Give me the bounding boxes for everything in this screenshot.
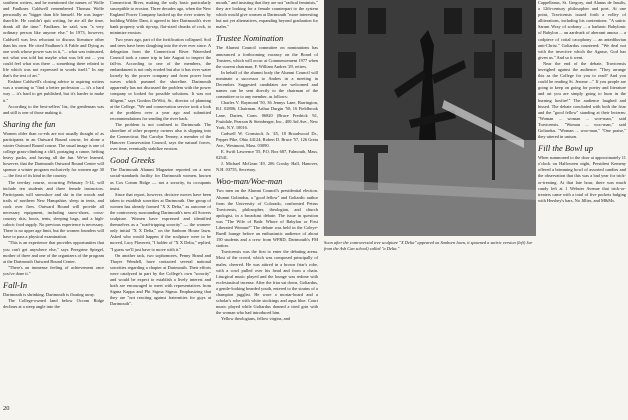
- paragraph: Cadwell W. Cornstock Jr. '45, 18 Broadwood Dr., Pepper Pike, Ohio 44124; Robert D. Bruce '57, 126 Greta Ave., Westmont, Mass. 03090.: [216, 130, 318, 148]
- paragraph: Two years ago, part of the fortification collapsed. Soil and trees have been sloughing into the river ever since. A delegation from the Connecticut River Watershed Council took a canoe trip in late August to inspect the fall-in. According to one of the members, the embankment is not only eroded but also it has river water loosely by the power company and from power boat waves which pummel the shoreline. Dartmouth apparently has not discussed the problem with the power company or looked for possible solutions. It was not diligent," says Gordon DeWitt, Sr., director of planning at the College. "We and conservation service took a look at the problem over a year ago and submitted recommendations for sending the river back.: [110, 36, 211, 121]
- column-1: [3, 0, 104, 404]
- col1-paras-top: [3, 0, 104, 116]
- section-heading-woo-man: Woo-man/Woe-man: [216, 176, 283, 187]
- paragraph: Since that report, however, decisive moves have been taken to establish sororities at Dartmouth. One group of women has already formed "X X Delta," as outcome of the controversy surrounding Dartmouth's new all Sowers sculpture. Women have expressed and identified themselves as a "road-tripping sorority" — the women-only initial "X X Delta," on the Sanborn House lawn. Asked who would happen if the sculpture were to be moved, Lucy Flaverett, "I holder of "X X Delta," replied, "I guess we'll just have to move with it.": [110, 191, 211, 252]
- paragraph: E. Swift Lawrence '55, P.O. Box 687, Falmouth, Mass. 02541.: [216, 149, 318, 161]
- photo-illustration: [324, 0, 536, 236]
- paragraph: southern writers, and he mentioned the names of Wolfe and Faulkner. Caldwell remembered Thomas Wolfe personally as "bigger than life himself. He was larger-than-life. He couldn't quit writing, he ate all the time, drank all the time." Faulkner, he said, was "a very ordinary person like anyone else." In 1973, however, Caldwell was less reluctant to discuss literature other than his own. He cited Faulkner's A Fable and Dying as one work whose power was in it, "... what was intimated, not what was told but maybe what was left out ... you could feel what was there ... something there related to life which was not expressed in words itself." In any that's the text of art.": [3, 0, 104, 79]
- paragraph: The Dartmouth Alumni Magazine reported on a new social-standards facility for Dartmouth women, known as Cox Comm Ridge — not a sorority, its occupants insist.: [110, 167, 211, 191]
- paragraph: mouth," and insisting that they are not "radical feminists," they are looking for a female counterpart to the system which would give women at Dartmouth "more interesting but not yet alternatives, expanding beyond graduation for males.": [216, 0, 318, 30]
- section-heading-sharing-the-fun: Sharing the fun: [3, 118, 56, 129]
- paragraph: In behalf of the alumni body the Alumni Council will nominate a successor to Andres in a meeting in December. Suggested candidates are welcomed and names can be sent directly to the chairman of the committee or to any member, as follows:: [216, 69, 318, 100]
- paragraph: Connecticut River, making the soily basic particularly susceptible to erosion. Three decades ago, when the New England Power Company backed up the river waters by building Wilder Dam, it agreed to hire Dartmouth's river bank property with rip-rap, flat-sized chunks of rock, to minimize erosion.: [110, 0, 211, 36]
- section-heading-fill-the-bowl-up: Fill the Bowl up: [538, 143, 594, 154]
- paragraph: Near the end of the debate, Travicensis inveighed against the audience: "They arrange this as the College for you to read? And you could be reading St. Jerome ..." If you people are going to keep on going for poetry and literature and art you are simply going to burn in the burning hosfire!" The audience laughed and hissed. The debate concluded with both the friar and the "good fellow" standing at their lecterns: "Woman ... woman ... woe-man," said Travicensis. "Woman ... woo-man," said Goliardus. "Woman ... woo-man," "One praise," they uttered in unison.: [538, 60, 626, 140]
- paragraph: "This is an experience that provides opportunities that you can't get anywhere else," says Peregrine Spiegel, mother of three and one of the organizers of the program at the Dartmouth Outward Bound Center.: [3, 240, 104, 264]
- paragraph: "There's an immense feeling of achievement once you've done it.": [3, 264, 104, 276]
- section-heading-good-greeks: Good Greeks: [110, 155, 155, 166]
- page-number: 20: [3, 405, 10, 412]
- photo-caption: Soon after the controversial tree sculpture "X Delta" appeared on Sanborn lawn, it spawned a satiric version (left) Jar from the Ash Can school) called "a Delta.": [324, 240, 533, 252]
- section-heading-trustee-nomination: Trustee Nomination: [216, 33, 284, 44]
- paragraph: Women older than co-eds are not usually thought of as participants in an Outward Bound course, let alone a winter Outward Bound course. The usual image is one of college grass-climbing a cliff, portaging a canoe, hefting heavy packs, and having all the fun. We've learned, however, that the Dartmouth Outward Bound Center will sponsor a winter program exclusively for women age 30 — the first of its kind in the country.: [3, 130, 104, 179]
- paragraph: Yellow theologians, fellow virgins, and: [221, 316, 290, 322]
- sculpture-photo: [324, 0, 536, 236]
- paragraph: Two men on the Alumni Council's presidential election. Alumni Goliardus, a "good fellow" and Goliardic author from the University of Colorado, confronted Petrus Travicensis, philosopher, theologian, and church apologist, in a broadcast debate. The issue in question was "The Wife of Bath: Whore of Babylon or First Liberated Woman?" The debate was held in the Coleye-Ruedl lounge before an enthusiastic audience of about 150 students and a crew from WFRD, Dartmouth's FM station.: [216, 188, 318, 249]
- paragraph: The problem is not confined to Dartmouth. The shoreline of other property owners also is slipping into the Connecticut. But Carolyn Tenney, a member of the Hanover Conservation Council, says the natural forces, over time, eventually stabilize erosion.: [110, 121, 211, 152]
- paragraph: Travicensis was the first to enter the debating arena. Most of the crowd, which was composed principally of males, cheered. He was attired in a brown friar's robe, with a cowl pulled over his head and from a chain. Liturgical music played and the lounge was redone with ecclesiastical incense. After the friar sat down, Goliardus, a gentle-looking bearded youth, entered to the strains of a champion jugglist. He wore a mortar-board and a scholar's robe with white stockings and aqua blue. Court music played while Goliardus donned a tired grin with the woman who had introduced him.: [216, 249, 318, 316]
- paragraph: J. Michael McGean '49, 206 Crosby Hall, Hanover, N.H. 03755, Secretary.: [216, 161, 318, 173]
- column-2: [110, 0, 211, 420]
- paragraph: Erskine Caldwell's closing advice to aspiring writers was a warning to "find a better profession — it's a hard way ... it's hard to get published, but it's harder to make it.": [3, 79, 104, 103]
- paragraph: The College-owned land below Occom Ridge declines at a steep angle into the: [3, 298, 104, 310]
- paragraph: According to the best-sellers' list, the gentleman was and still is one of those making it.: [3, 103, 104, 115]
- section-heading-fall-in: Fall-In: [3, 280, 28, 291]
- paragraph: The Alumni Council committee on nominations has announced a forthcoming vacancy on the Board of Trustees, which will occur at Commencement 1977 when the current chairman, F. William Andres '29, retires.: [216, 45, 318, 69]
- paragraph: Dartmouth is shrinking. Dartmouth is floating away.: [3, 292, 95, 298]
- paragraph: On another tack, two sophomores, Penny Brand and Thayer Wendell, have contacted several national sororities regarding a chapter at Dartmouth. Their efforts were catalyzed in part by the College's own "sorority" and would be expect to establish a lively interest and both are encouraged to meet with representatives from Sigma Kappa and Phi Sigma Sigma. Emphasizing that they are "not reacting against fraternities for guys at Dartmouth".: [110, 252, 211, 307]
- column-3: [216, 0, 318, 420]
- paragraph: Charles V. Raymond '50, 36 Jennys Lane, Barrington, R.I. 02806; Chairman. Arthur Durgin '50; 16 Fieldbrook Lane, Darien, Conn. 06820 (Bruce Fredrick '61, Fruitdale, Pearson & Steinberger, Inc., 400 3rd Ave., New York, N.Y. 10016.: [216, 100, 318, 130]
- paragraph: The ten-day course, occurring February 5-14, will include ten students and three female instructors. Participants will snowshoe and ski in the woods and trails of northern New Hampshire, sleep in tents, and cook over fires. Outward Bound will provide all necessary equipment, including snow-shoes, cross-country skis, boots, tents, sleeping bags, and a high-caloric food supply. No previous experience is necessary. There is no upper age limit, but the women founders will have to pass a physical examination.: [3, 179, 104, 240]
- paragraph: When summoned to the door at approximately 11 o'clock on Halloween night, President Kemeny offered a brimming bowl of assorted candies and the observation that this was a bad year for trick-or-treating. At that late hour, there was much candy left at 1 Webster Avenue that trick-or-treaters came with a total of five pockets bulging with Hershey's bars, No Jillies, and M&Ms.: [538, 155, 626, 203]
- paragraph: Cappellanus, St. Gregory, and Alanus de Insulis, a 12th-century philosopher and poet. At one point, Travicensis issued forth a volley of alliterations, including his contentions: "A satiric Sarum Wray of sodomy ... a barbaric Babylonic of Babylon ... an aardvark of aberrant amour ... a codpiece of coital cacophony ... an antediluvian anti-Christ." Goliardus countered: "We deal not with the invective which the Agasse, God has given us." And so it went.: [538, 0, 626, 60]
- column-6: [538, 0, 626, 420]
